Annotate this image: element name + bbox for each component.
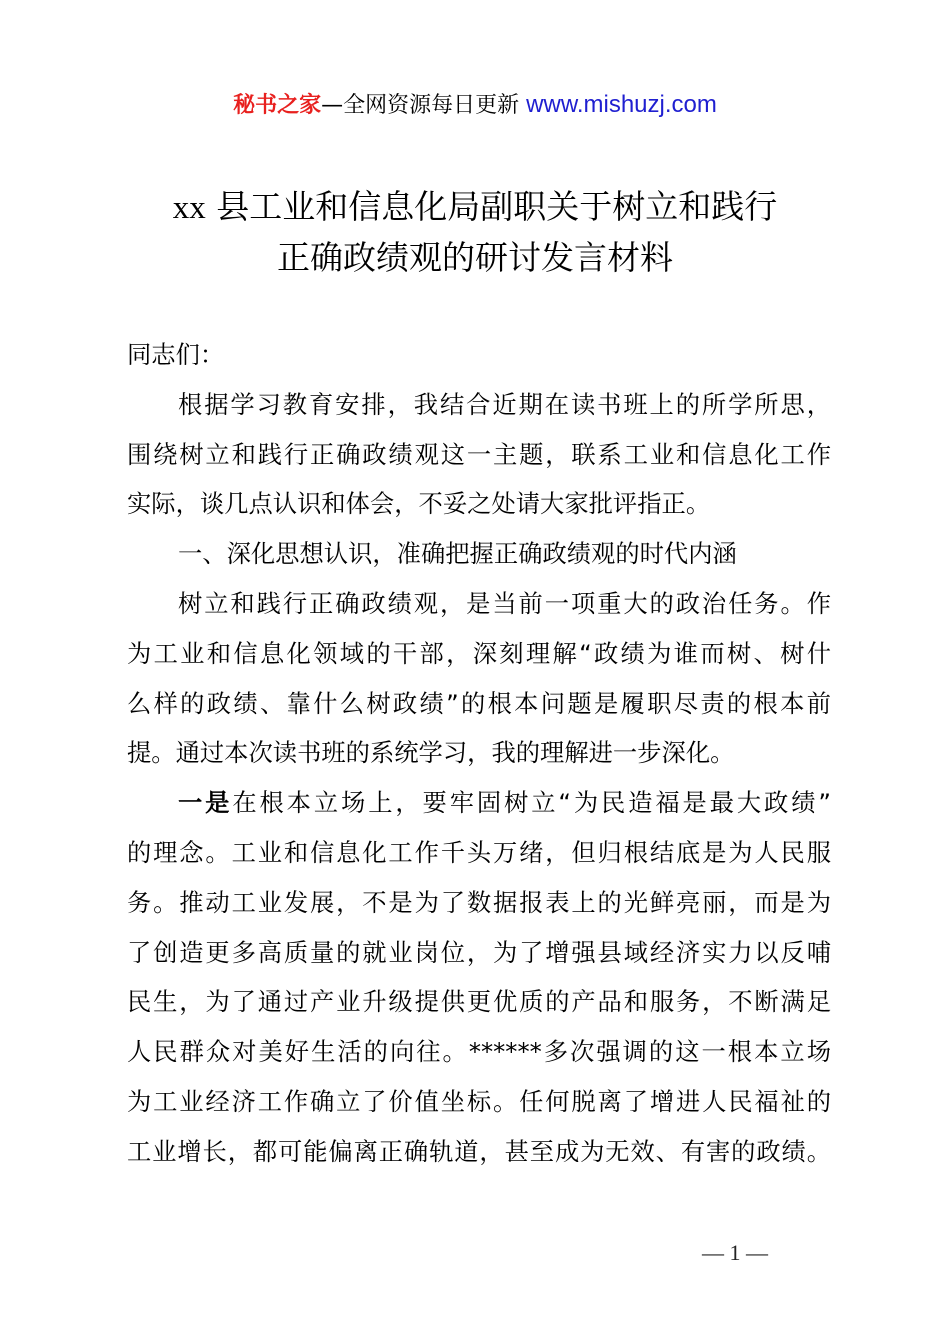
- salutation: 同志们：: [127, 340, 225, 369]
- para3-line: 为工业经济工作确立了价值坐标。任何脱离了增进人民福祉的: [127, 1086, 831, 1116]
- section-heading-1: 一、深化思想认识，准确把握正确政绩观的时代内涵: [178, 539, 737, 569]
- para3-line: 人民群众对美好生活的向往。******多次强调的这一根本立场: [127, 1037, 831, 1067]
- para3-line: [127, 778, 831, 828]
- para3-line: 工业增长，都可能偏离正确轨道，甚至成为无效、有害的政绩。: [127, 1136, 831, 1166]
- title-line-2: 正确政绩观的研讨发言材料: [277, 238, 673, 277]
- document-body: [127, 330, 831, 1177]
- para3-bold-lead: 一是: [178, 788, 233, 818]
- para1-line: 根据学习教育安排，我结合近期在读书班上的所学所思，: [178, 389, 831, 419]
- title-line-1: 县工业和信息化局副职关于树立和践行: [205, 187, 778, 226]
- para2-line: 么样的政绩、靠什么树政绩”的根本问题是履职尽责的根本前: [127, 688, 831, 718]
- document-title: [0, 182, 950, 283]
- para3-line: 务。推动工业发展，不是为了数据报表上的光鲜亮丽，而是为: [127, 887, 831, 917]
- para3-line: 民生，为了通过产业升级提供更优质的产品和服务，不断满足: [127, 987, 831, 1017]
- page-number: — 1 —: [702, 1240, 768, 1265]
- para3-text: 在根本立场上，要牢固树立“为民造福是最大政绩”: [232, 788, 831, 818]
- para1-line: 围绕树立和践行正确政绩观这一主题，联系工业和信息化工作: [127, 439, 831, 469]
- para3-line: 了创造更多高质量的就业岗位，为了增强县域经济实力以反哺: [127, 937, 831, 967]
- para3-line: 的理念。工业和信息化工作千头万绪，但归根结底是为人民服: [127, 837, 831, 867]
- title-prefix: xx: [172, 190, 206, 226]
- para2-line: 为工业和信息化领域的干部，深刻理解“政绩为谁而树、树什: [127, 638, 831, 668]
- banner-brand: 秘书之家: [233, 93, 322, 118]
- banner-slogan: —全网资源每日更新: [321, 93, 527, 118]
- para2-line: 提。通过本次读书班的系统学习，我的理解进一步深化。: [127, 738, 735, 768]
- para1-line: 实际，谈几点认识和体会，不妥之处请大家批评指正。: [127, 489, 711, 519]
- banner-url[interactable]: www.mishuzj.com: [526, 91, 717, 118]
- site-banner: [0, 88, 950, 123]
- para2-line: 树立和践行正确政绩观，是当前一项重大的政治任务。作: [178, 588, 831, 618]
